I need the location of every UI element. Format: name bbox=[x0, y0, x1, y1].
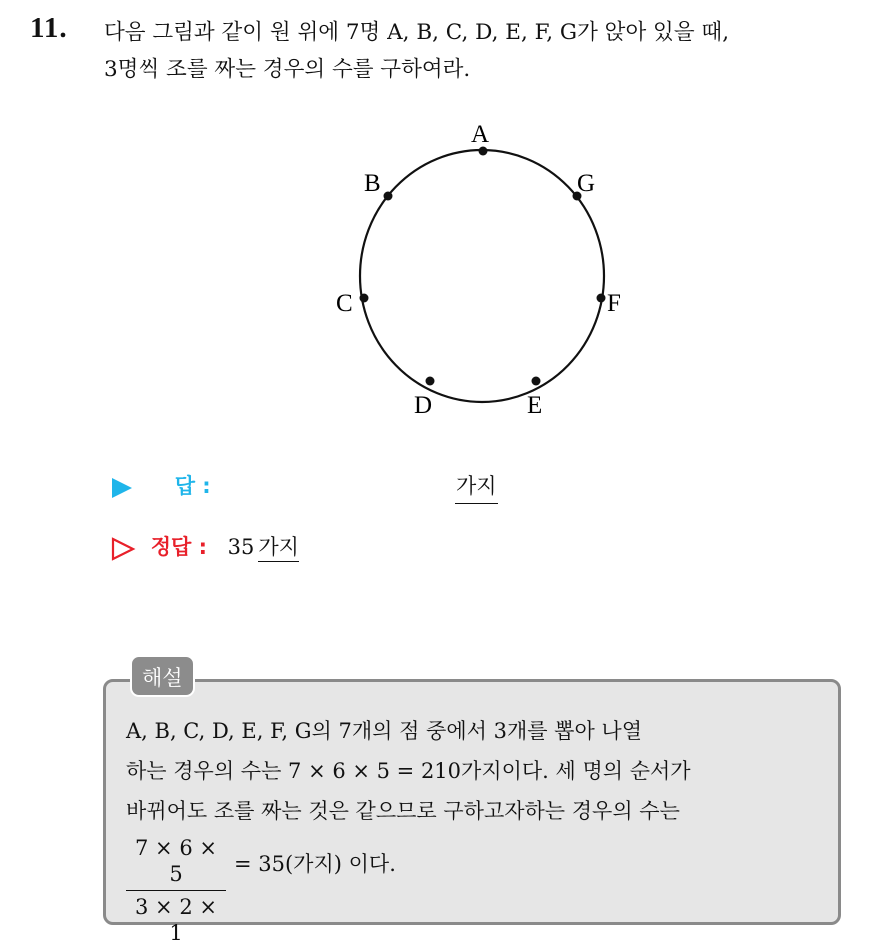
answer-unit: 가지 bbox=[455, 470, 498, 504]
fraction-denominator: 3 × 2 × 1 bbox=[135, 895, 217, 945]
label-c: C bbox=[336, 290, 353, 317]
label-f: F bbox=[607, 290, 621, 317]
question-line-1: 다음 그림과 같이 원 위에 7명 A, B, C, D, E, F, G가 앉아 있을 때, bbox=[104, 20, 730, 45]
label-g: G bbox=[577, 170, 596, 197]
explanation-text bbox=[126, 711, 831, 831]
explanation-line-2: 하는 경우의 수는 7 × 6 × 5 = 210가지이다. 세 명의 순서가 bbox=[126, 759, 691, 783]
fraction bbox=[126, 835, 226, 946]
explanation-tag: 해설 bbox=[130, 655, 195, 697]
fraction-numerator: 7 × 6 × 5 bbox=[135, 836, 217, 886]
answer-label: 답 : bbox=[174, 474, 211, 498]
label-d: D bbox=[414, 392, 433, 419]
circle-figure bbox=[320, 110, 640, 430]
fraction-result: = 35(가지) 이다. bbox=[234, 852, 396, 876]
explanation-line-3: 바뀌어도 조를 짜는 것은 같으므로 구하고자하는 경우의 수는 bbox=[126, 799, 680, 823]
point-c bbox=[360, 294, 369, 303]
play-outline-icon bbox=[110, 536, 136, 562]
point-d bbox=[426, 377, 435, 386]
play-icon bbox=[110, 476, 134, 500]
label-b: B bbox=[364, 170, 381, 197]
fraction-bar bbox=[126, 890, 226, 891]
correct-row bbox=[110, 531, 299, 562]
answer-row bbox=[110, 470, 211, 500]
point-f bbox=[597, 294, 606, 303]
correct-value: 35 bbox=[227, 535, 255, 559]
label-e: E bbox=[527, 392, 543, 419]
circle bbox=[360, 150, 604, 402]
question-number: 11. bbox=[30, 12, 68, 44]
point-e bbox=[532, 377, 541, 386]
question-text bbox=[104, 14, 874, 88]
question-line-2: 3명씩 조를 짜는 경우의 수를 구하여라. bbox=[104, 57, 471, 82]
explanation-line-1: A, B, C, D, E, F, G의 7개의 점 중에서 3개를 뽑아 나열 bbox=[126, 719, 643, 743]
correct-label: 정답 : bbox=[150, 535, 207, 559]
point-b bbox=[384, 192, 393, 201]
correct-unit: 가지 bbox=[258, 535, 299, 562]
label-a: A bbox=[471, 121, 490, 148]
